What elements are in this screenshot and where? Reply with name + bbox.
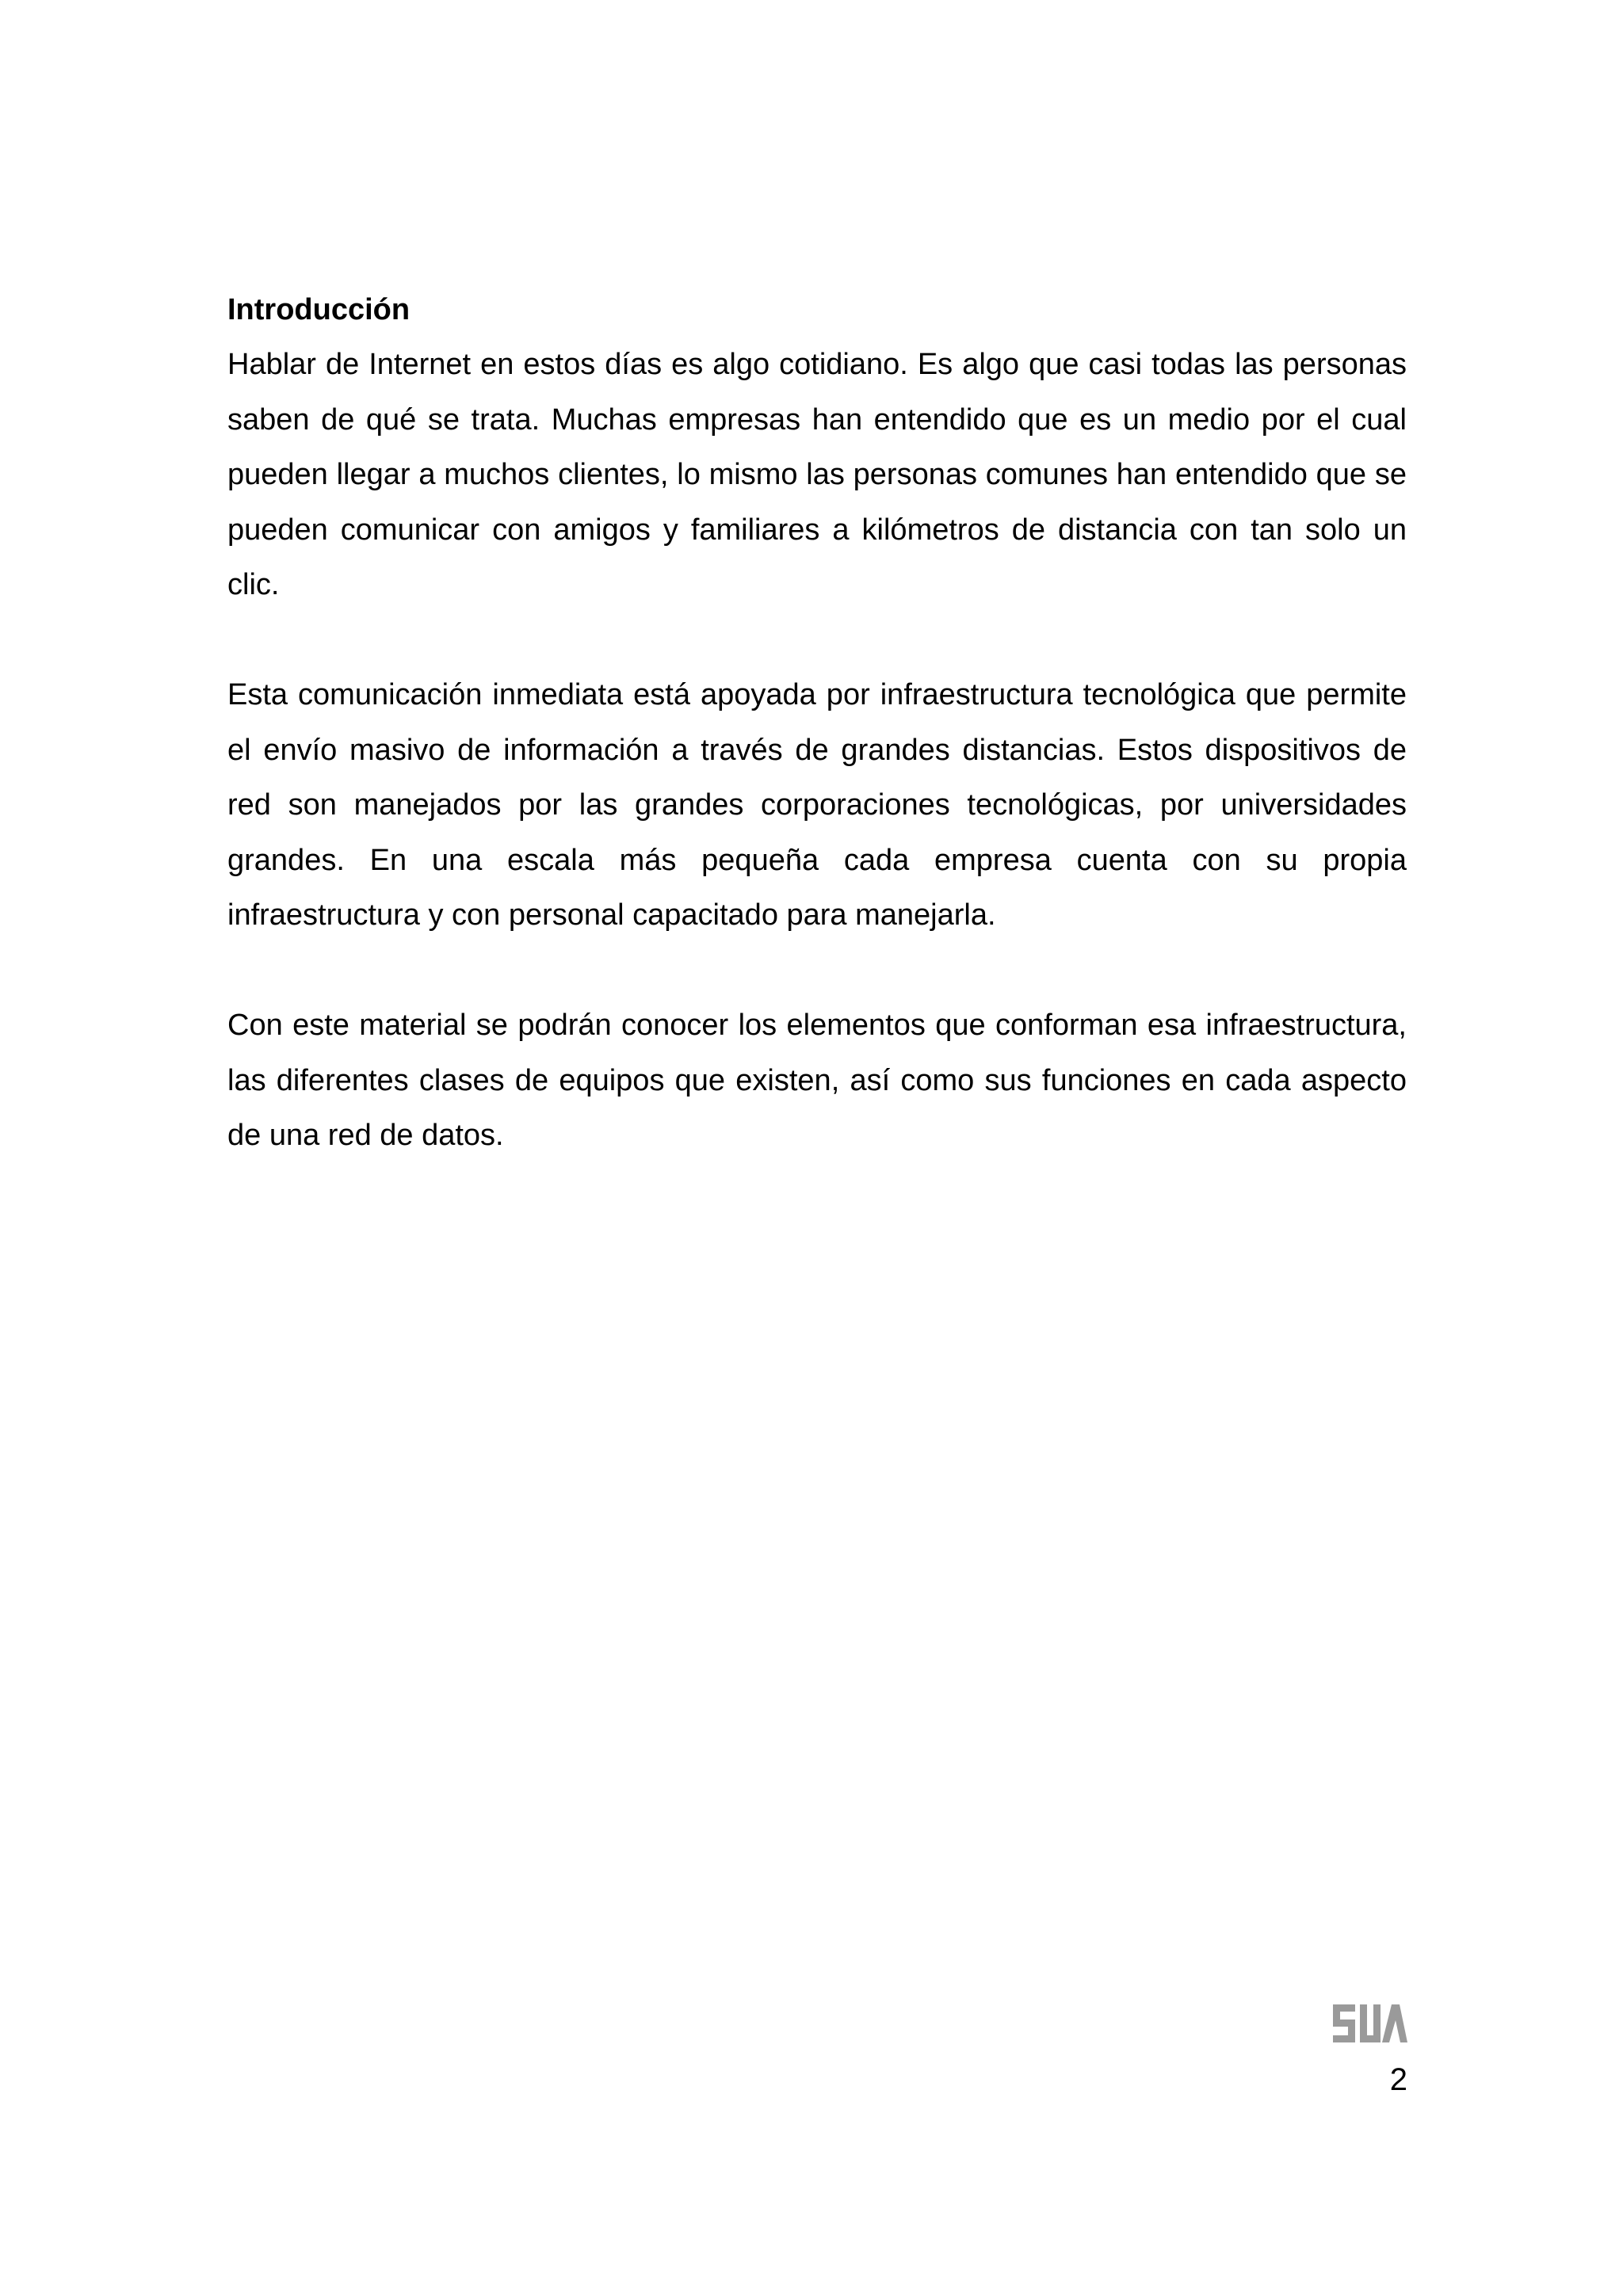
page-body: [227, 282, 1407, 1164]
sua-logo: [1331, 2003, 1407, 2044]
paragraph-1: Hablar de Internet en estos días es algo cotidiano. Es algo que casi todas las personas saben de qué se trata. Muchas empresas han entendido que es un medio por el cual pueden llegar a muchos clientes, lo mismo las personas comunes han entendido que se pueden comunicar con amigos y familiares a kilómetros de distancia con tan solo un clic.: [227, 348, 1407, 601]
sua-logo-mark: [1333, 2004, 1407, 2042]
page-number: 2: [1389, 2062, 1407, 2097]
section-heading: Introducción: [227, 293, 411, 326]
paragraph-3: Con este material se podrán conocer los elementos que conforman esa infraestructura, las diferentes clases de equipos que existen, así como sus funciones en cada aspecto de una red de datos.: [227, 1009, 1407, 1152]
paragraph-2: Esta comunicación inmediata está apoyada por infraestructura tecnológica que permite el envío masivo de información a través de grandes distancias. Estos dispositivos de red son manejados por las grandes corporaciones tecnológicas, por universidades grandes. En una escala más pequeña cada empresa cuenta con su propia infraestructura y con personal capacitado para manejarla.: [227, 678, 1407, 932]
